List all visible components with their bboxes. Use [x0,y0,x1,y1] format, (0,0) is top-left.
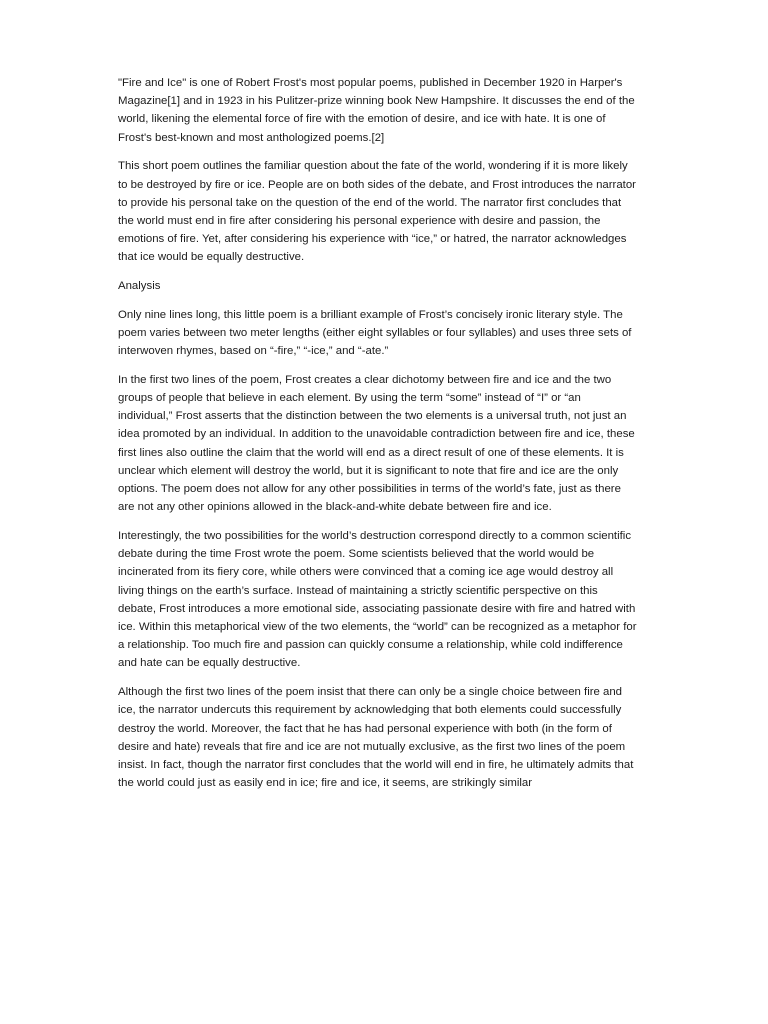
analysis-paragraph-4: Although the first two lines of the poem insist that there can only be a single choice between fire and ice, the narrator undercuts this requirement by acknowledging that both elements could successfully destroy the world. Moreover, the fact that he has had personal experience with both (in the form of desire and hate) reveals that fire and ice are not mutually exclusive, as the first two lines of the poem insist. In fact, though the narrator first concludes that the world will end in fire, he ultimately admits that the world could just as easily end in ice; fire and ice, it seems, are strikingly similar [118,686,634,790]
document-page [118,74,638,803]
analysis-heading: Analysis [118,280,161,293]
summary-paragraph: This short poem outlines the familiar question about the fate of the world, wondering if it is more likely to be destroyed by fire or ice. People are on both sides of the debate, and Frost introduces the narrator to provide his personal take on the question of the end of the world. The narrator first concludes that the world must end in fire after considering his personal experience with desire and passion, the emotions of fire. Yet, after considering his experience with “ice,” or hatred, the narrator acknowledges that ice would be equally destructive. [118,160,636,264]
intro-paragraph: "Fire and Ice" is one of Robert Frost's most popular poems, published in December 1920 in Harper's Magazine[1] and in 1923 in his Pulitzer-prize winning book New Hampshire. It discusses the end of the world, likening the elemental force of fire with the emotion of desire, and ice with hate. It is one of Frost's best-known and most anthologized poems.[2] [118,77,635,144]
analysis-paragraph-1: Only nine lines long, this little poem is a brilliant example of Frost’s concisely ironic literary style. The poem varies between two meter lengths (either eight syllables or four syllables) and uses three sets of interwoven rhymes, based on “-fire,” “-ice,” and “-ate.” [118,308,632,358]
analysis-paragraph-2: In the first two lines of the poem, Frost creates a clear dichotomy between fire and ice and the two groups of people that believe in each element. By using the term “some” instead of “I” or “an individual,” Frost asserts that the distinction between the two elements is a universal truth, not just an idea promoted by an individual. In addition to the unavoidable contradiction between fire and ice, these first lines also outline the claim that the world will end as a direct result of one of these elements. It is unclear which element will destroy the world, but it is significant to note that fire and ice are the only options. The poem does not allow for any other possibilities in terms of the world’s fate, just as there are not any other opinions allowed in the black-and-white debate between fire and ice. [118,373,635,514]
analysis-paragraph-3: Interestingly, the two possibilities for the world’s destruction correspond directly to a common scientific debate during the time Frost wrote the poem. Some scientists believed that the world would be incinerated from its fiery core, while others were convinced that a coming ice age would destroy all living things on the earth’s surface. Instead of maintaining a strictly scientific perspective on this debate, Frost introduces a more emotional side, associating passionate desire with fire and hatred with ice. Within this metaphorical view of the two elements, the “world” can be recognized as a metaphor for a relationship. Too much fire and passion can quickly consume a relationship, while cold indifference and hate can be equally destructive. [118,529,637,670]
